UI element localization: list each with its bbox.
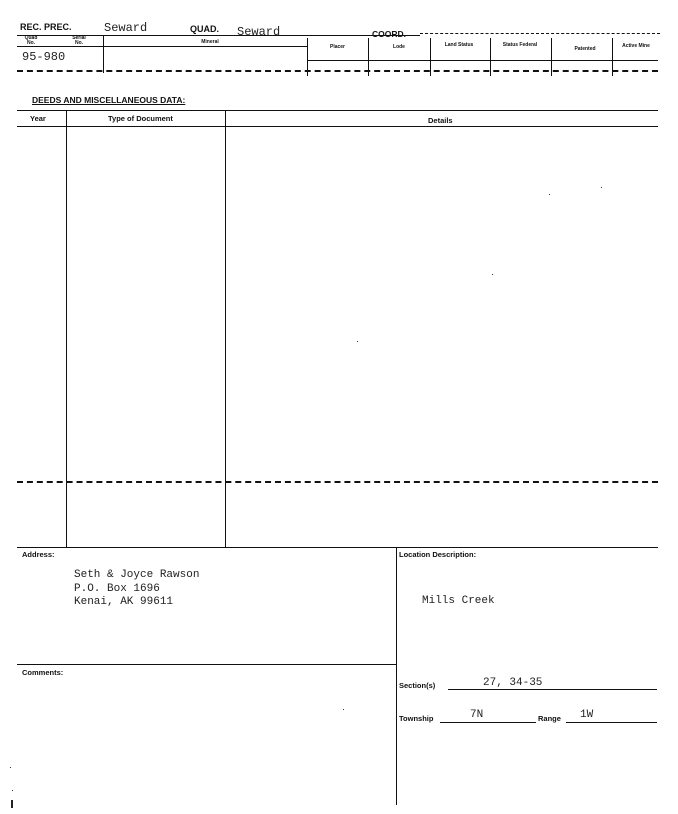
township-label: Township [399, 714, 434, 723]
scan-speck [549, 194, 550, 195]
comments-rule-top [17, 664, 396, 665]
location-label: Location Description: [399, 550, 477, 559]
lode-label: Lode [393, 44, 405, 50]
location-value: Mills Creek [422, 595, 495, 607]
header-rule-bottom [17, 70, 658, 72]
header-rule-mid-right [307, 60, 658, 61]
address-line-1: Seth & Joyce Rawson [74, 569, 200, 581]
address-label: Address: [22, 550, 55, 559]
mineral-label: Mineral [201, 39, 219, 45]
address-line-3: Kenai, AK 99611 [74, 596, 174, 608]
deeds-table-rule-top [17, 110, 658, 111]
scan-speck [10, 767, 11, 768]
quad-serial-value: 95-980 [22, 50, 66, 64]
patented-label: Patented [574, 46, 596, 52]
scan-mark [11, 800, 13, 808]
scan-speck [492, 274, 493, 275]
scan-speck [357, 341, 358, 342]
quad-no-label: Quad No. [24, 35, 38, 46]
deeds-col-year: Year [30, 114, 46, 123]
scan-speck [343, 709, 344, 710]
sections-label: Section(s) [399, 681, 436, 690]
header-rule-mid [17, 46, 307, 47]
address-line-2: P.O. Box 1696 [74, 583, 160, 595]
coord-label: COORD. [372, 29, 406, 39]
serial-no-label: Serial No. [72, 35, 86, 46]
range-underline [566, 722, 657, 723]
lower-rule-top [17, 547, 658, 548]
range-label: Range [538, 714, 561, 723]
lower-center-divider [396, 547, 397, 805]
deeds-col-type: Type of Document [108, 114, 173, 123]
range-value: 1W [580, 709, 594, 721]
quad-value: Seward [237, 25, 281, 39]
sections-value: 27, 34-35 [483, 677, 543, 689]
scan-speck [601, 187, 602, 188]
header-divider-1 [103, 35, 104, 73]
sections-underline [448, 689, 657, 690]
deeds-dashed-rule [17, 481, 658, 483]
placer-label: Placer [329, 44, 345, 50]
township-value: 7N [470, 709, 484, 721]
township-underline [440, 722, 536, 723]
active-mine-label: Active Mine [622, 43, 650, 49]
status-federal-label: Status Federal [502, 42, 538, 48]
deeds-col-details: Details [428, 116, 453, 125]
rec-prec-value: Seward [104, 21, 148, 35]
deeds-section-title: DEEDS AND MISCELLANEOUS DATA: [32, 95, 186, 105]
header-rule-top-dashed [420, 33, 660, 34]
scan-speck [12, 790, 13, 791]
deeds-table-rule-header [17, 126, 658, 127]
quad-label: QUAD. [190, 24, 219, 34]
rec-prec-label: REC. PREC. [20, 22, 72, 32]
comments-label: Comments: [22, 668, 64, 677]
land-status-label: Land Status [444, 42, 474, 48]
